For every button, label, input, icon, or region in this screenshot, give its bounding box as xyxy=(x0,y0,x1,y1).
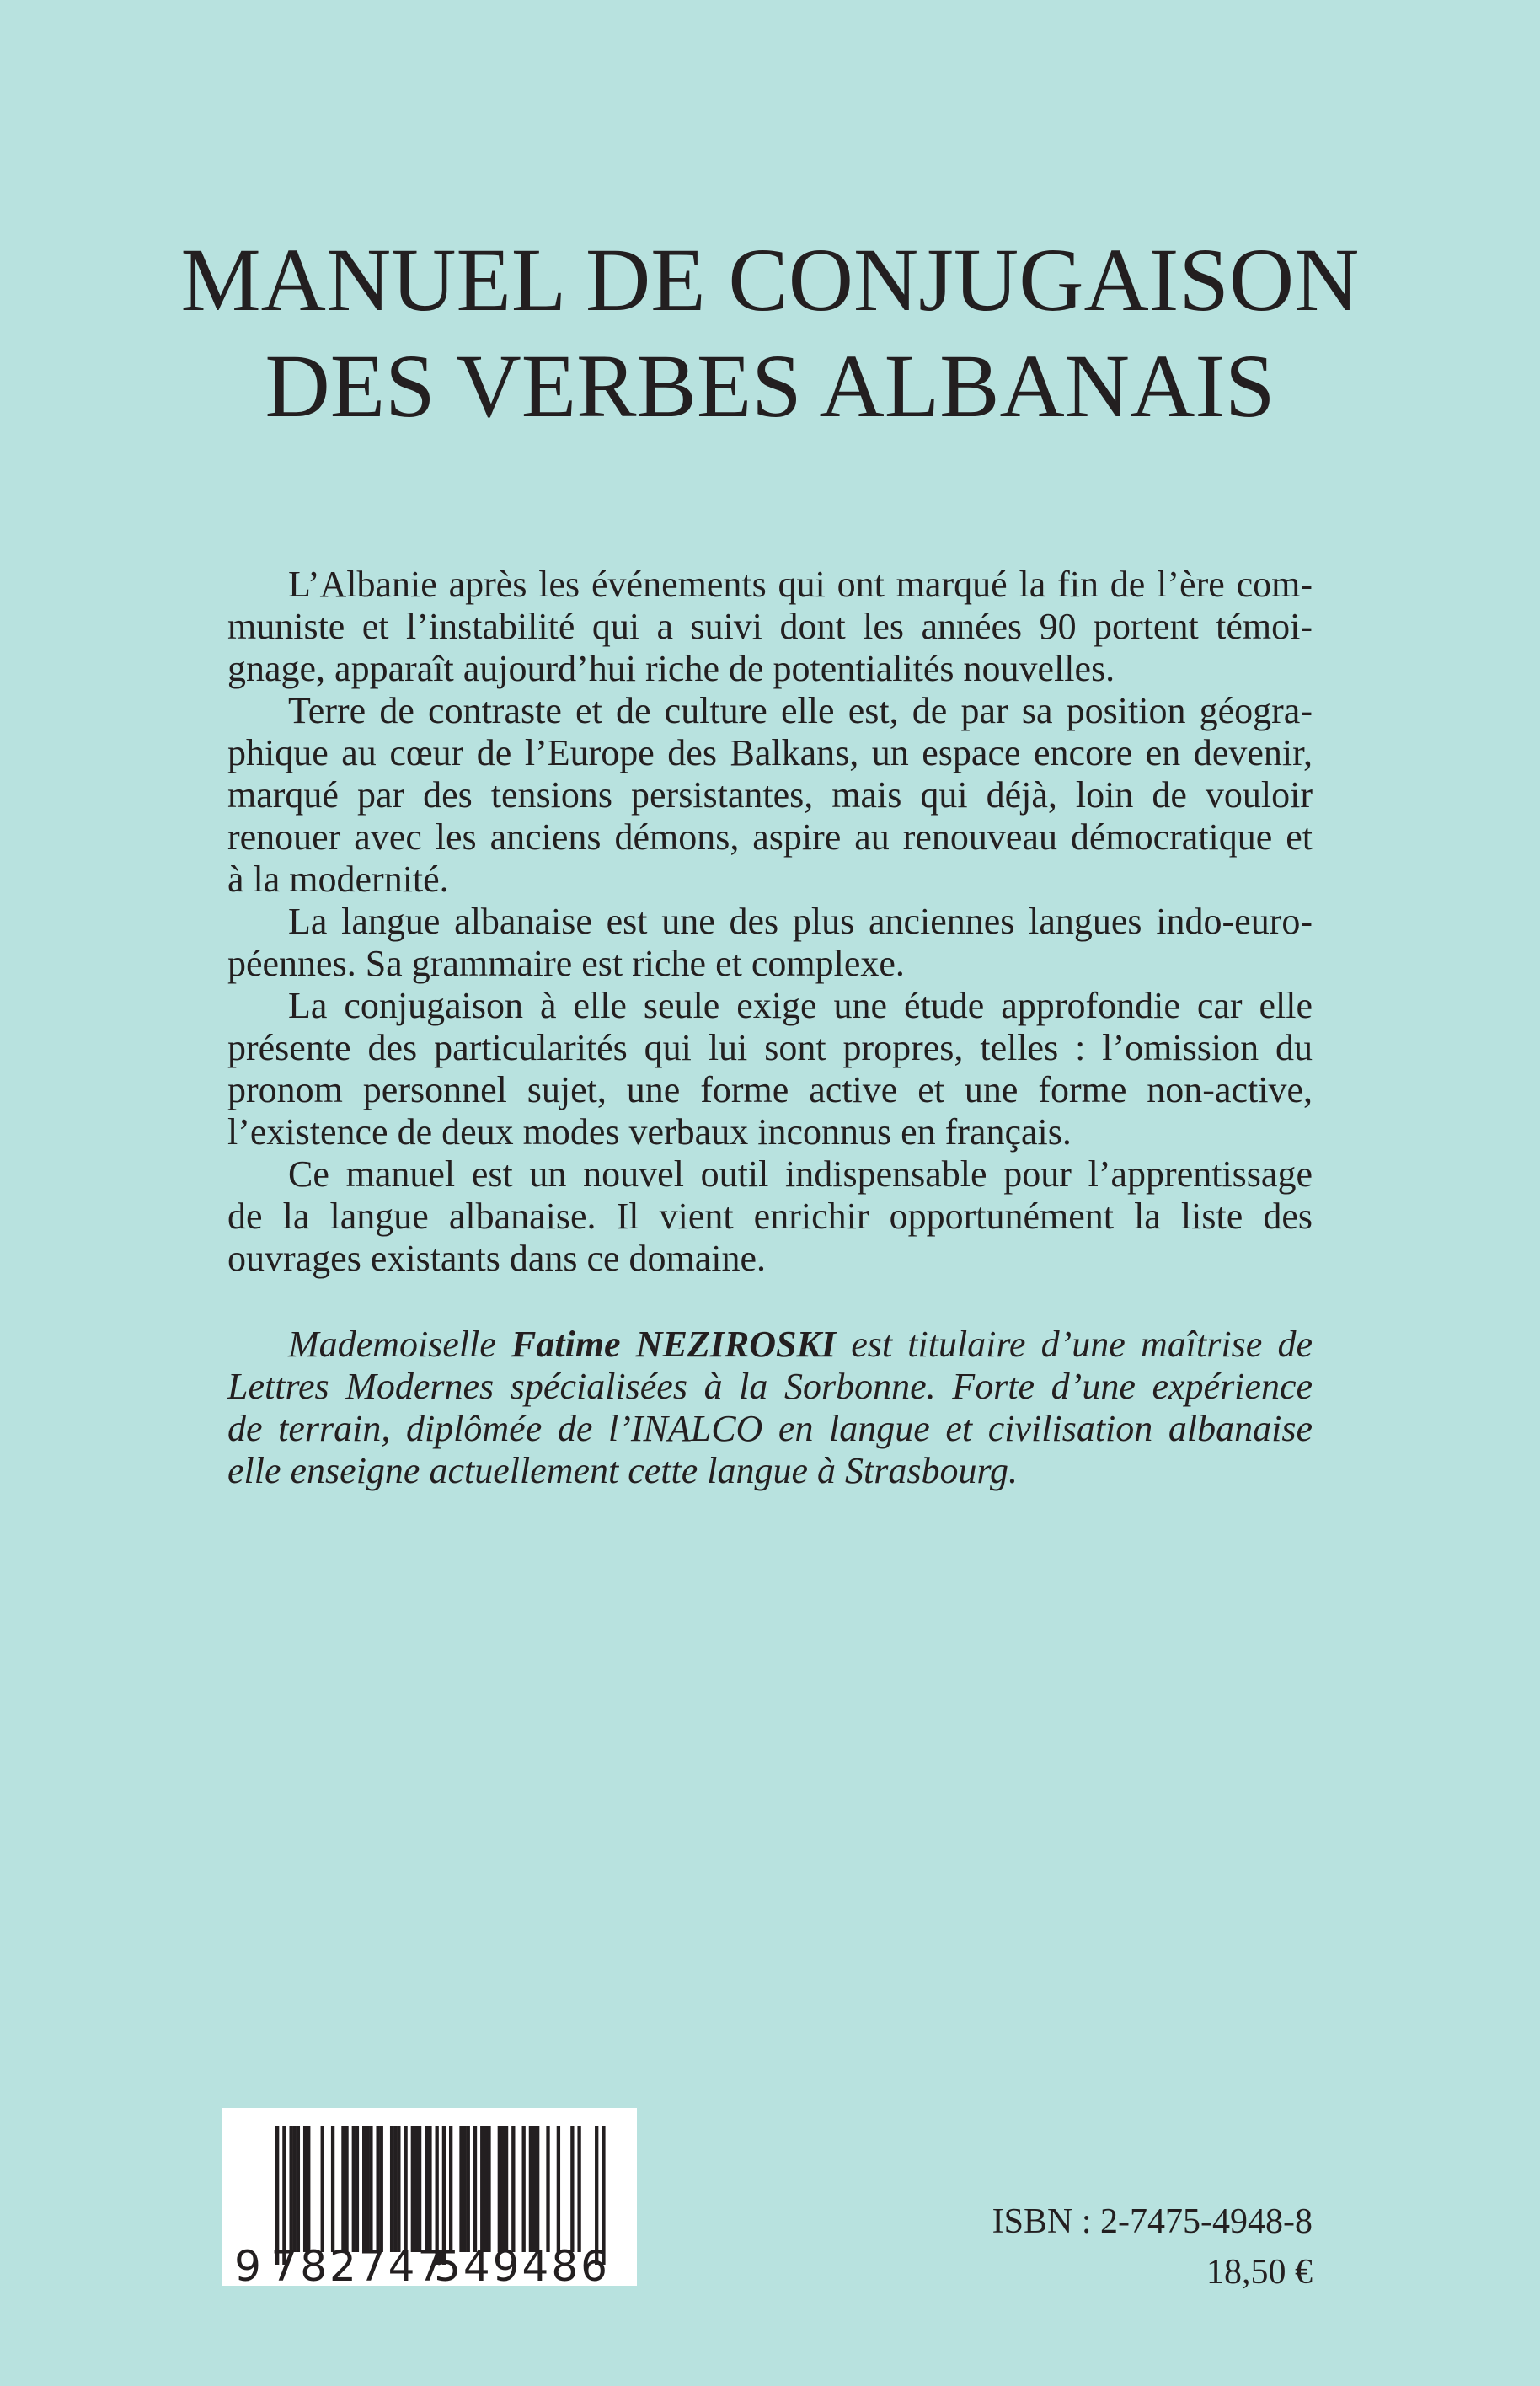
svg-text:549486: 549486 xyxy=(434,2242,610,2286)
isbn: ISBN : 2-7475-4948-8 xyxy=(992,2202,1313,2241)
svg-text:782747: 782747 xyxy=(270,2242,447,2286)
barcode xyxy=(222,2108,637,2286)
paragraph-line: pronom personnel sujet, une forme active et une forme non-active, xyxy=(227,1069,1313,1110)
paragraph-line: à la modernité. xyxy=(227,859,449,900)
price: 18,50 € xyxy=(1206,2253,1313,2292)
paragraph xyxy=(227,1153,1313,1280)
paragraph xyxy=(227,564,1313,690)
paragraph-line: gnage, apparaît aujourd’hui riche de potentialités nouvelles. xyxy=(227,648,1115,689)
paragraph-line: l’existence de deux modes verbaux inconnus en français. xyxy=(227,1111,1072,1153)
paragraph xyxy=(227,690,1313,901)
book-title xyxy=(0,227,1540,440)
paragraph-line: présente des particularités qui lui sont propres, telles : l’omission du xyxy=(227,1027,1313,1068)
paragraph-line: de la langue albanaise. Il vient enrichir opportunément la liste des xyxy=(227,1196,1313,1237)
paragraph-line: marqué par des tensions persistantes, mais qui déjà, loin de vouloir xyxy=(227,774,1313,816)
paragraph-line: L’Albanie après les événements qui ont marqué la fin de l’ère com- xyxy=(288,564,1313,605)
paragraph xyxy=(227,985,1313,1153)
paragraph-line: muniste et l’instabilité qui a suivi dont les années 90 portent témoi- xyxy=(227,606,1313,647)
title-line-2: DES VERBES ALBANAIS xyxy=(265,337,1275,436)
bio-line: elle enseigne actuellement cette langue à Strasbourg. xyxy=(227,1450,1018,1491)
paragraph-line: Ce manuel est un nouvel outil indispensable pour l’apprentissage xyxy=(288,1153,1313,1195)
paragraph-line: péennes. Sa grammaire est riche et complexe. xyxy=(227,943,905,984)
author-name: Fatime NEZIROSKI xyxy=(511,1324,836,1365)
author-bio xyxy=(227,1324,1313,1492)
paragraph-line: Terre de contraste et de culture elle est, de par sa position géogra- xyxy=(288,690,1313,731)
bio-line: de terrain, diplômée de l’INALCO en langue et civilisation albanaise xyxy=(227,1408,1313,1449)
paragraph-line: renouer avec les anciens démons, aspire au renouveau démocratique et xyxy=(227,816,1313,858)
barcode-icon xyxy=(222,2108,637,2286)
blurb xyxy=(227,564,1313,1492)
bio-line: Lettres Modernes spécialisées à la Sorbonne. Forte d’une expérience xyxy=(227,1366,1313,1407)
title-line-1: MANUEL DE CONJUGAISON xyxy=(180,231,1360,330)
bio-line: Mademoiselle Fatime NEZIROSKI est titulaire d’une maîtrise de xyxy=(288,1324,1313,1365)
svg-text:9: 9 xyxy=(234,2242,261,2286)
paragraph xyxy=(227,901,1313,985)
paragraph-line: La conjugaison à elle seule exige une étude approfondie car elle xyxy=(288,985,1313,1026)
paragraph-line: La langue albanaise est une des plus anciennes langues indo-euro- xyxy=(288,901,1313,942)
paragraph-line: phique au cœur de l’Europe des Balkans, un espace encore en devenir, xyxy=(227,732,1313,773)
paragraph-line: ouvrages existants dans ce domaine. xyxy=(227,1238,767,1279)
